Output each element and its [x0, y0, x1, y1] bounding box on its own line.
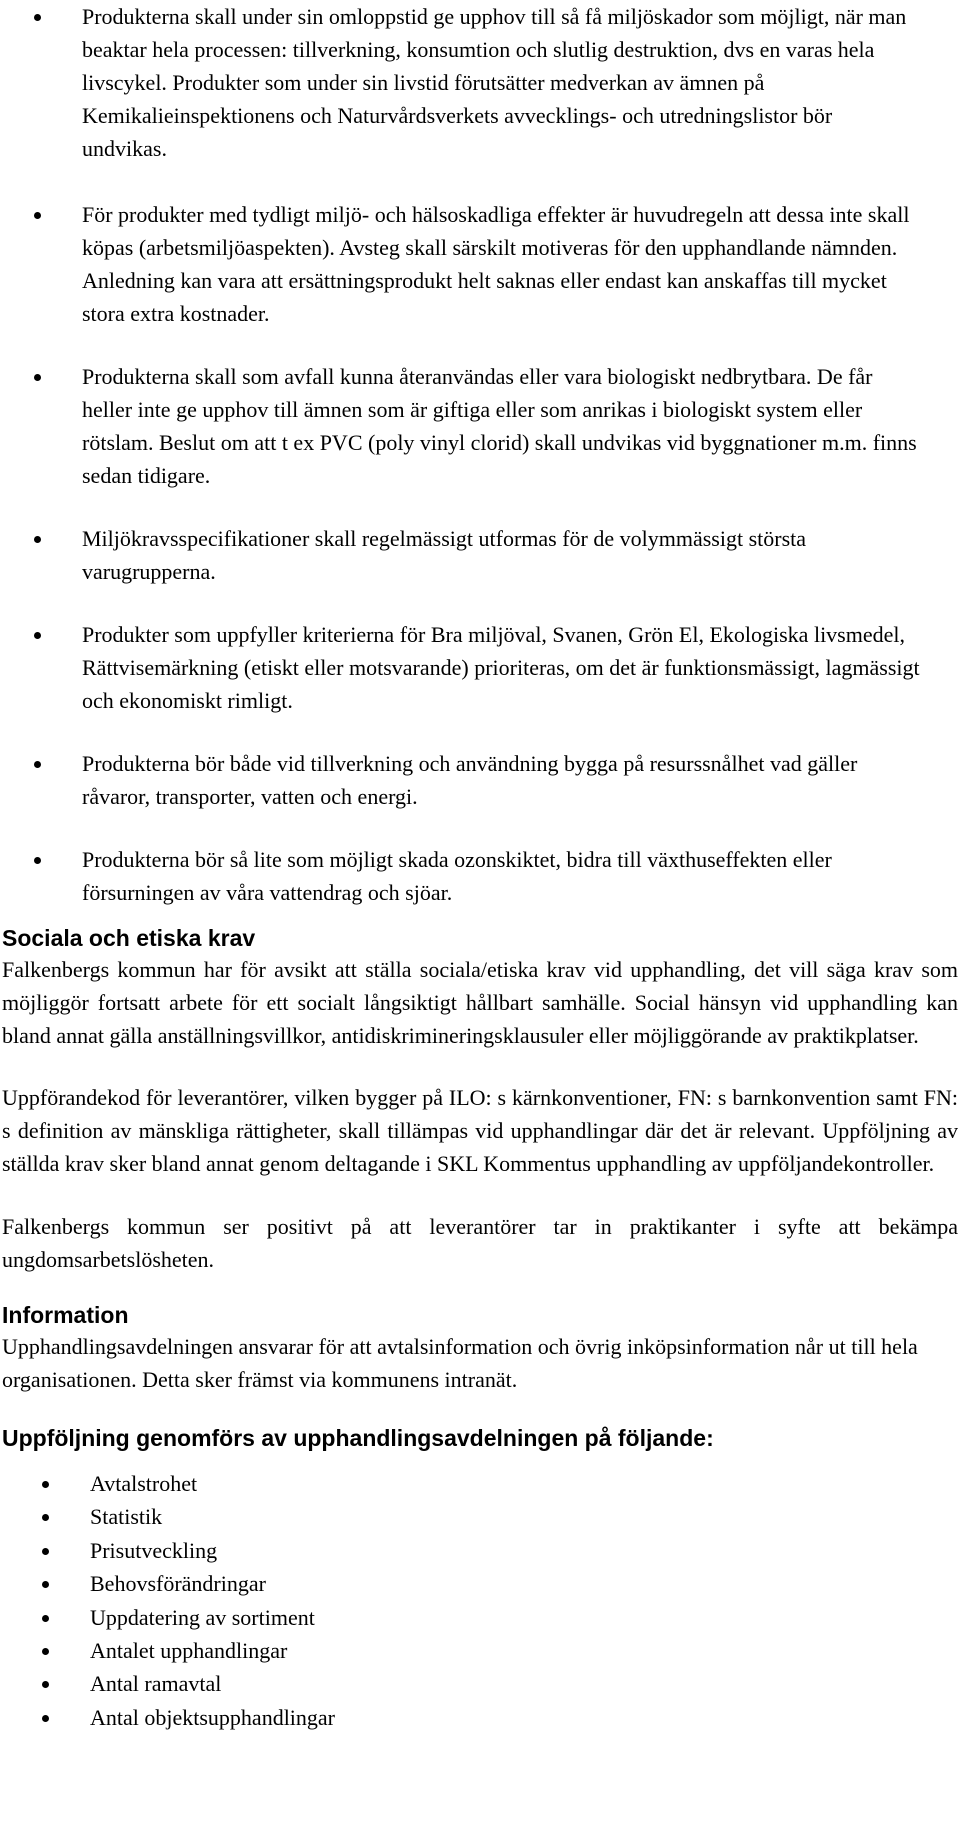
- bullet-icon: [42, 1681, 49, 1688]
- paragraph-social-3: Falkenbergs kommun ser positivt på att leverantörer tar in praktikanter i syfte att bekämpa ungdomsarbetslösheten.: [2, 1214, 958, 1272]
- section-heading-information: Information: [2, 1302, 129, 1328]
- list-item: Prisutveckling: [0, 1534, 960, 1567]
- list-item: Behovsförändringar: [0, 1567, 960, 1600]
- bullet-text: Produkterna bör både vid tillverkning och användning bygga på resurssnålhet vad gäller råvaror, transporter, vatten och energi.: [82, 751, 858, 809]
- bullet-icon: [42, 1615, 49, 1622]
- bullet-icon: [42, 1648, 49, 1655]
- bullet-item-health-effects: [0, 198, 960, 330]
- list-item: Antalet upphandlingar: [0, 1634, 960, 1667]
- bullet-icon: [34, 761, 41, 768]
- bullet-icon: [34, 374, 41, 381]
- section-heading-followup: Uppföljning genomförs av upphandlingsavdelningen på följande:: [2, 1425, 714, 1451]
- section-heading-social: Sociala och etiska krav: [2, 925, 256, 951]
- bullet-icon: [42, 1481, 49, 1488]
- followup-list: [0, 1467, 960, 1734]
- bullet-icon: [42, 1514, 49, 1521]
- bullet-icon: [42, 1715, 49, 1722]
- bullet-icon: [42, 1548, 49, 1555]
- paragraph-social-2: Uppförandekod för leverantörer, vilken bygger på ILO: s kärnkonventioner, FN: s barnkonvention samt FN: s definition av mänskliga rättigheter, skall tillämpas vid upphandlingar där det är relevant. Uppföljning av ställda krav sker bland annat genom deltagande i SKL Kommentus upphandling av uppföljandekontroller.: [2, 1085, 958, 1176]
- bullet-text: Produkter som uppfyller kriterierna för Bra miljöval, Svanen, Grön El, Ekologiska livsmedel, Rättvisemärkning (etiskt eller motsvarande) prioriteras, om det är funktionsmässigt, lagmässigt och ekonomiskt rimligt.: [82, 622, 920, 713]
- bullet-item-specifications: [0, 522, 960, 588]
- list-item: Antal objektsupphandlingar: [0, 1701, 960, 1734]
- bullet-item-waste: [0, 360, 960, 492]
- paragraph-social-1: Falkenbergs kommun har för avsikt att ställa sociala/etiska krav vid upphandling, det vill säga krav som möjliggör fortsatt arbete för ett socialt långsiktigt hållbart samhälle. Social hänsyn vid upphandling kan bland annat gälla anställningsvillkor, antidiskrimineringsklausuler eller möjliggörande av praktikplatser.: [2, 957, 958, 1048]
- bullet-item-ecolabels: [0, 618, 960, 717]
- bullet-icon: [34, 212, 41, 219]
- bullet-icon: [34, 632, 41, 639]
- bullet-text: För produkter med tydligt miljö- och hälsoskadliga effekter är huvudregeln att dessa inte skall köpas (arbetsmiljöaspekten). Avsteg skall särskilt motiveras för den upphandlande nämnden. Anledning kan vara att ersättningsprodukt helt saknas eller endast kan anskaffas till mycket stora extra kostnader.: [82, 202, 910, 326]
- list-item: Uppdatering av sortiment: [0, 1601, 960, 1634]
- bullet-icon: [42, 1581, 49, 1588]
- bullet-text: Miljökravsspecifikationer skall regelmässigt utformas för de volymmässigt största varugrupperna.: [82, 526, 807, 584]
- bullet-item-ozone: [0, 843, 960, 909]
- list-item: Statistik: [0, 1500, 960, 1533]
- list-item: Avtalstrohet: [0, 1467, 960, 1500]
- list-item: Antal ramavtal: [0, 1667, 960, 1700]
- bullet-text: Produkterna skall som avfall kunna återanvändas eller vara biologiskt nedbrytbara. De får heller inte ge upphov till ämnen som är giftiga eller som anrikas i biologiskt system eller rötslam. Beslut om att t ex PVC (poly vinyl clorid) skall undvikas vid byggnationer m.m. finns sedan tidigare.: [82, 364, 917, 488]
- bullet-icon: [34, 14, 41, 21]
- bullet-text: Produkterna bör så lite som möjligt skada ozonskiktet, bidra till växthuseffekten eller försurningen av våra vattendrag och sjöar.: [82, 847, 832, 905]
- bullet-text: Produkterna skall under sin omloppstid ge upphov till så få miljöskador som möjligt, när man beaktar hela processen: tillverkning, konsumtion och slutlig destruktion, dvs en varas hela livscykel. Produkter som under sin livstid förutsätter medverkan av ämnen på Kemikalieinspektionens och Naturvårdsverkets avvecklings- och utredningslistor bör undvikas.: [82, 4, 907, 161]
- paragraph-information: Upphandlingsavdelningen ansvarar för att avtalsinformation och övrig inköpsinformation når ut till hela organisationen. Detta sker främst via kommunens intranät.: [2, 1334, 918, 1392]
- bullet-icon: [34, 857, 41, 864]
- bullet-icon: [34, 536, 41, 543]
- bullet-item-lifecycle: [0, 0, 960, 165]
- bullet-item-resources: [0, 747, 960, 813]
